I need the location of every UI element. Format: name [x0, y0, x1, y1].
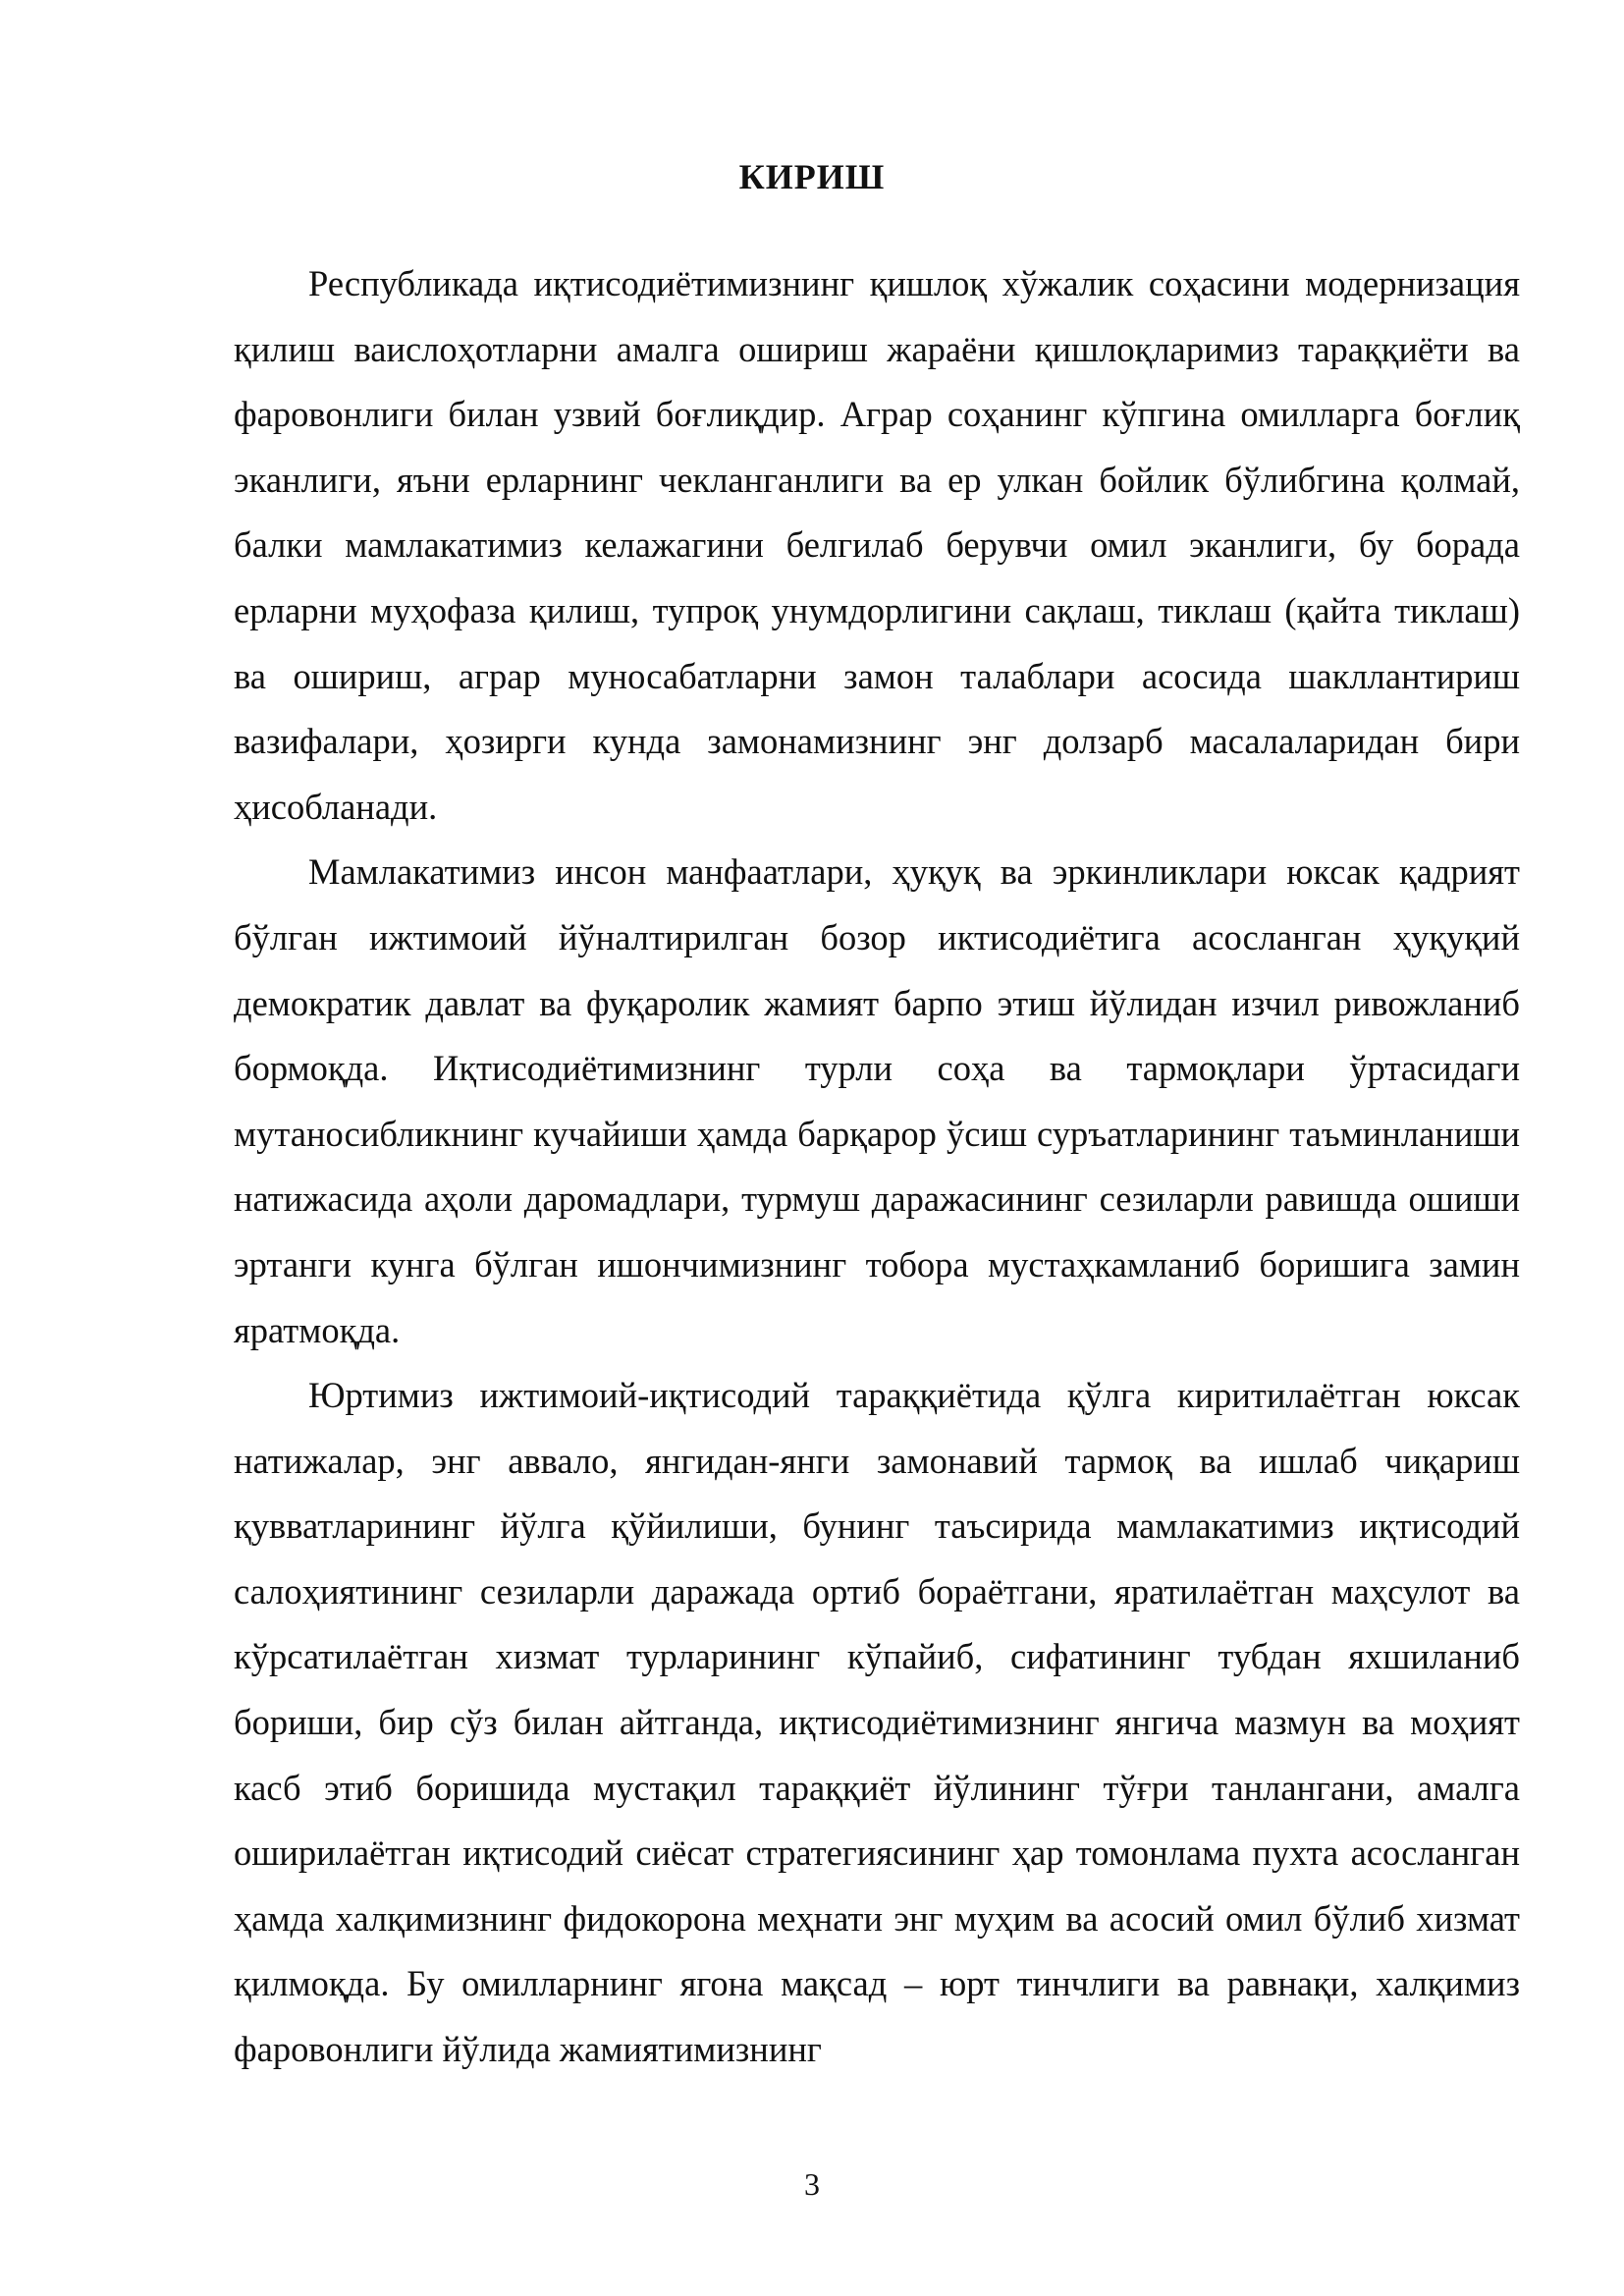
body-text [234, 251, 1520, 2083]
paragraph-2: Мамлакатимиз инсон манфаатлари, ҳуқуқ ва эркинликлари юксак қадрият бўлган ижтимоий йўналтирилган бозор иктисодиётига асосланган ҳуқуқий демократик давлат ва фуқаролик жамият барпо этиш йўлидан изчил ривожланиб бормоқда. Иқтисодиётимизнинг турли соҳа ва тармоқлари ўртасидаги мутаносибликнинг кучайиши ҳамда барқарор ўсиш суръатларининг таъминланиши натижасида аҳоли даромадлари, турмуш даражасининг сезиларли равишда ошиши эртанги кунга бўлган ишончимизнинг тобора мустаҳкамланиб боришига замин яратмоқда. [234, 851, 1520, 1350]
page-number: 3 [804, 2166, 820, 2202]
page-title: КИРИШ [738, 157, 886, 196]
paragraph-3: Юртимиз ижтимоий-иқтисодий тараққиётида қўлга киритилаётган юксак натижалар, энг аввало, янгидан-янги замонавий тармоқ ва ишлаб чиқариш қувватларининг йўлга қўйилиши, бунинг таъсирида мамлакатимиз иқтисодий салоҳиятининг сезиларли даражада ортиб бораётгани, яратилаётган маҳсулот ва кўрсатилаётган хизмат турларининг кўпайиб, сифатининг тубдан яхшиланиб бориши, бир сўз билан айтганда, иқтисодиётимизнинг янгича мазмун ва моҳият касб этиб боришида мустақил тараққиёт йўлининг тўғри танлангани, амалга оширилаётган иқтисодий сиёсат стратегиясининг ҳар томонлама пухта асосланган ҳамда халқимизнинг фидокорона меҳнати энг муҳим ва асосий омил бўлиб хизмат қилмоқда. Бу омилларнинг ягона мақсад – юрт тинчлиги ва равнақи, халқимиз фаровонлиги йўлида жамиятимизнинг [234, 1375, 1520, 2070]
paragraph-1: Республикада иқтисодиётимизнинг қишлоқ хўжалик соҳасини модернизация қилиш ваислоҳотларни амалга ошириш жараёни қишлоқларимиз тараққиёти ва фаровонлиги билан узвий боғлиқдир. Аграр соҳанинг кўпгина омилларга боғлиқ эканлиги, яъни ерларнинг чекланганлиги ва ер улкан бойлик бўлибгина қолмай, балки мамлакатимиз келажагини белгилаб берувчи омил эканлиги, бу борада ерларни муҳофаза қилиш, тупроқ унумдорлигини сақлаш, тиклаш (қайта тиклаш) ва ошириш, аграр муносабатларни замон талаблари асосида шакллантириш вазифалари, ҳозирги кунда замонамизнинг энг долзарб масалаларидан бири ҳисобланади. [234, 263, 1520, 827]
